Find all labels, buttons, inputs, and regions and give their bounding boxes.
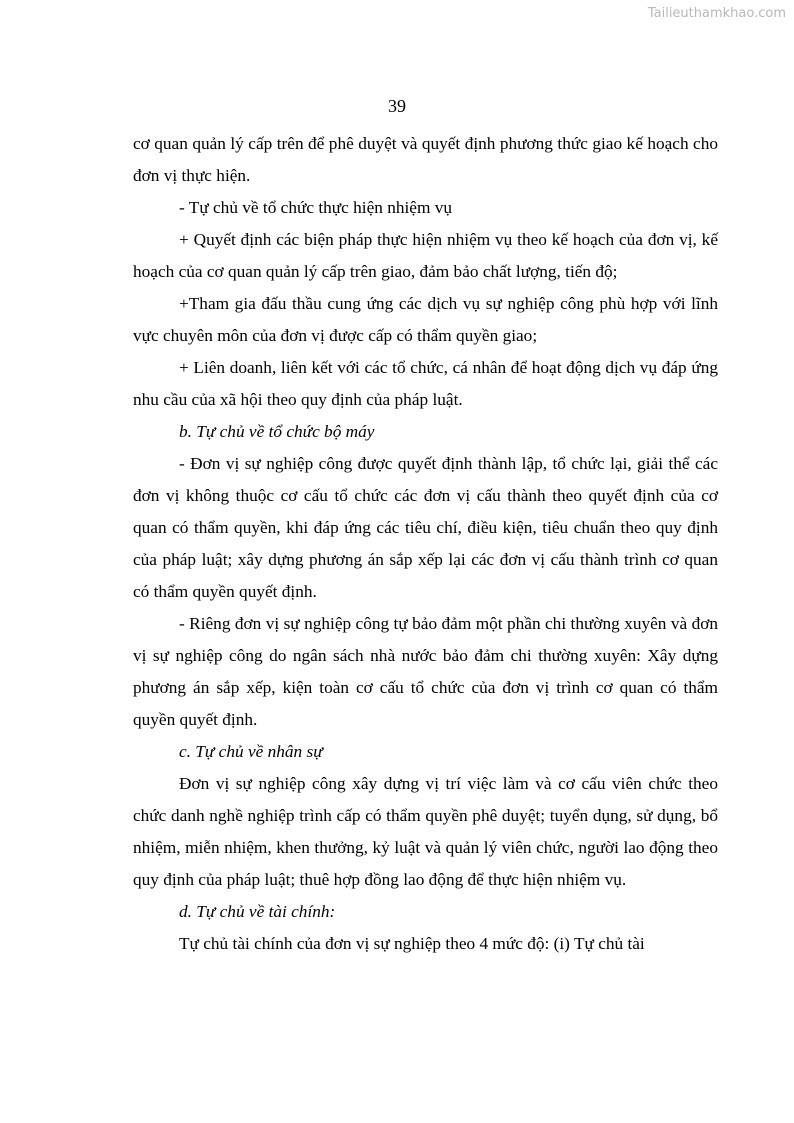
paragraph: + Liên doanh, liên kết với các tổ chức, cá nhân để hoạt động dịch vụ đáp ứng nhu cầu của xã hội theo quy định của pháp luật. [133,358,718,409]
watermark: Tailieuthamkhao.com [647,6,786,21]
page-number: 39 [388,96,406,116]
section-heading: c. Tự chủ về nhân sự [179,742,323,761]
paragraph: cơ quan quản lý cấp trên để phê duyệt và quyết định phương thức giao kế hoạch cho đơn vị thực hiện. [133,134,718,185]
paragraph: + Quyết định các biện pháp thực hiện nhiệm vụ theo kế hoạch của đơn vị, kế hoạch của cơ quan quản lý cấp trên giao, đảm bảo chất lượng, tiến độ; [133,230,718,281]
section-heading: d. Tự chủ về tài chính: [179,902,336,921]
section-heading: b. Tự chủ về tổ chức bộ máy [179,422,375,441]
paragraph: - Đơn vị sự nghiệp công được quyết định thành lập, tổ chức lại, giải thể các đơn vị không thuộc cơ cấu tổ chức các đơn vị cấu thành theo quyết định của cơ quan có thẩm quyền, khi đáp ứng các tiêu chí, điều kiện, tiêu chuẩn theo quy định của pháp luật; xây dựng phương án sắp xếp lại các đơn vị cấu thành trình cơ quan có thẩm quyền quyết định. [133,454,718,601]
paragraph: +Tham gia đấu thầu cung ứng các dịch vụ sự nghiệp công phù hợp với lĩnh vực chuyên môn của đơn vị được cấp có thẩm quyền giao; [133,294,718,345]
paragraph: - Riêng đơn vị sự nghiệp công tự bảo đảm một phần chi thường xuyên và đơn vị sự nghiệp công do ngân sách nhà nước bảo đảm chi thường xuyên: Xây dựng phương án sắp xếp, kiện toàn cơ cấu tổ chức của đơn vị trình cơ quan có thẩm quyền quyết định. [133,614,718,729]
paragraph: Tự chủ tài chính của đơn vị sự nghiệp theo 4 mức độ: (i) Tự chủ tài [179,934,645,953]
paragraph: - Tự chủ về tổ chức thực hiện nhiệm vụ [179,198,453,217]
paragraph: Đơn vị sự nghiệp công xây dựng vị trí việc làm và cơ cấu viên chức theo chức danh nghề nghiệp trình cấp có thẩm quyền phê duyệt; tuyển dụng, sử dụng, bổ nhiệm, miễn nhiệm, khen thưởng, kỷ luật và quản lý viên chức, người lao động theo quy định của pháp luật; thuê hợp đồng lao động để thực hiện nhiệm vụ. [133,774,718,889]
document-body [133,128,718,960]
